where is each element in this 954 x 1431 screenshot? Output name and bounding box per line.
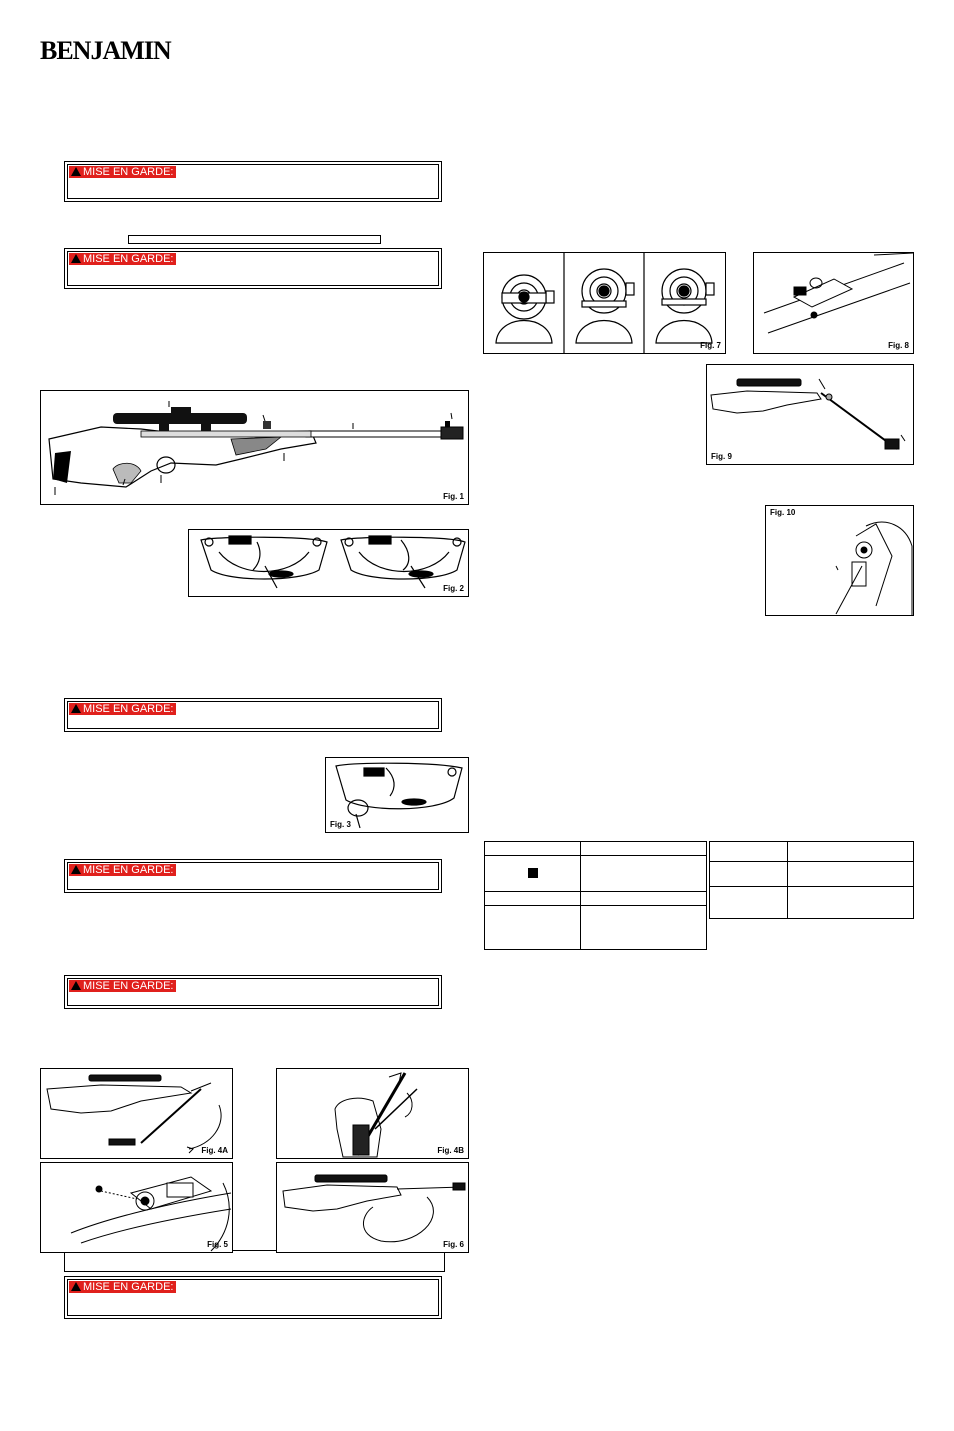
figure-2-trigger: [188, 529, 469, 597]
logo-text: BENJAMIN: [40, 36, 171, 65]
figure-5-loading: [40, 1162, 233, 1253]
figure-caption: Fig. 10: [770, 508, 796, 517]
rear-sight-illustration: [754, 253, 914, 354]
figure-4a-cocking: [40, 1068, 233, 1159]
warning-triangle-icon: [71, 167, 81, 176]
loading-illustration: [41, 1163, 233, 1253]
table-left: [484, 841, 707, 950]
figure-caption: Fig. 4B: [437, 1146, 464, 1155]
warning-box-6: [64, 1276, 442, 1319]
open-barrel-illustration: [707, 365, 914, 465]
figure-caption: Fig. 9: [711, 452, 732, 461]
warning-box-3: [64, 698, 442, 732]
block-icon: [528, 868, 538, 878]
warning-label: MISE EN GARDE:: [69, 166, 176, 178]
figure-caption: Fig. 1: [443, 492, 464, 501]
warning-triangle-icon: [71, 254, 81, 263]
warning-box-5: [64, 975, 442, 1009]
warning-label: MISE EN GARDE:: [69, 253, 176, 265]
figure-10-breech: [765, 505, 914, 616]
warning-box-2: [64, 248, 442, 289]
warning-label: MISE EN GARDE:: [69, 703, 176, 715]
figure-7-sight-picture: [483, 252, 726, 354]
warning-label: MISE EN GARDE:: [69, 980, 176, 992]
figure-6-closing: [276, 1162, 469, 1253]
warning-triangle-icon: [71, 1282, 81, 1291]
figure-caption: Fig. 7: [700, 341, 721, 350]
warning-triangle-icon: [71, 865, 81, 874]
figure-4b-person: [276, 1068, 469, 1159]
figure-caption: Fig. 5: [207, 1240, 228, 1249]
brand-logo: [40, 36, 171, 66]
caption-frame: [64, 1250, 445, 1272]
underline-field: [128, 235, 381, 244]
breech-illustration: [766, 506, 914, 616]
rifle-illustration: [41, 391, 469, 505]
figure-8-rear-sight: [753, 252, 914, 354]
figure-caption: Fig. 3: [330, 820, 351, 829]
table-right: [709, 841, 914, 919]
figure-3-safety: [325, 757, 469, 833]
figure-caption: Fig. 6: [443, 1240, 464, 1249]
warning-triangle-icon: [71, 981, 81, 990]
sight-picture-illustration: [484, 253, 726, 354]
trigger-illustration: [189, 530, 469, 597]
warning-box-1: [64, 161, 442, 202]
figure-caption: Fig. 2: [443, 584, 464, 593]
closing-illustration: [277, 1163, 469, 1253]
warning-box-4: [64, 859, 442, 893]
figure-1-rifle: [40, 390, 469, 505]
warning-label: MISE EN GARDE:: [69, 1281, 176, 1293]
figure-9-open-barrel: [706, 364, 914, 465]
warning-triangle-icon: [71, 704, 81, 713]
warning-label: MISE EN GARDE:: [69, 864, 176, 876]
figure-caption: Fig. 4A: [201, 1146, 228, 1155]
figure-caption: Fig. 8: [888, 341, 909, 350]
